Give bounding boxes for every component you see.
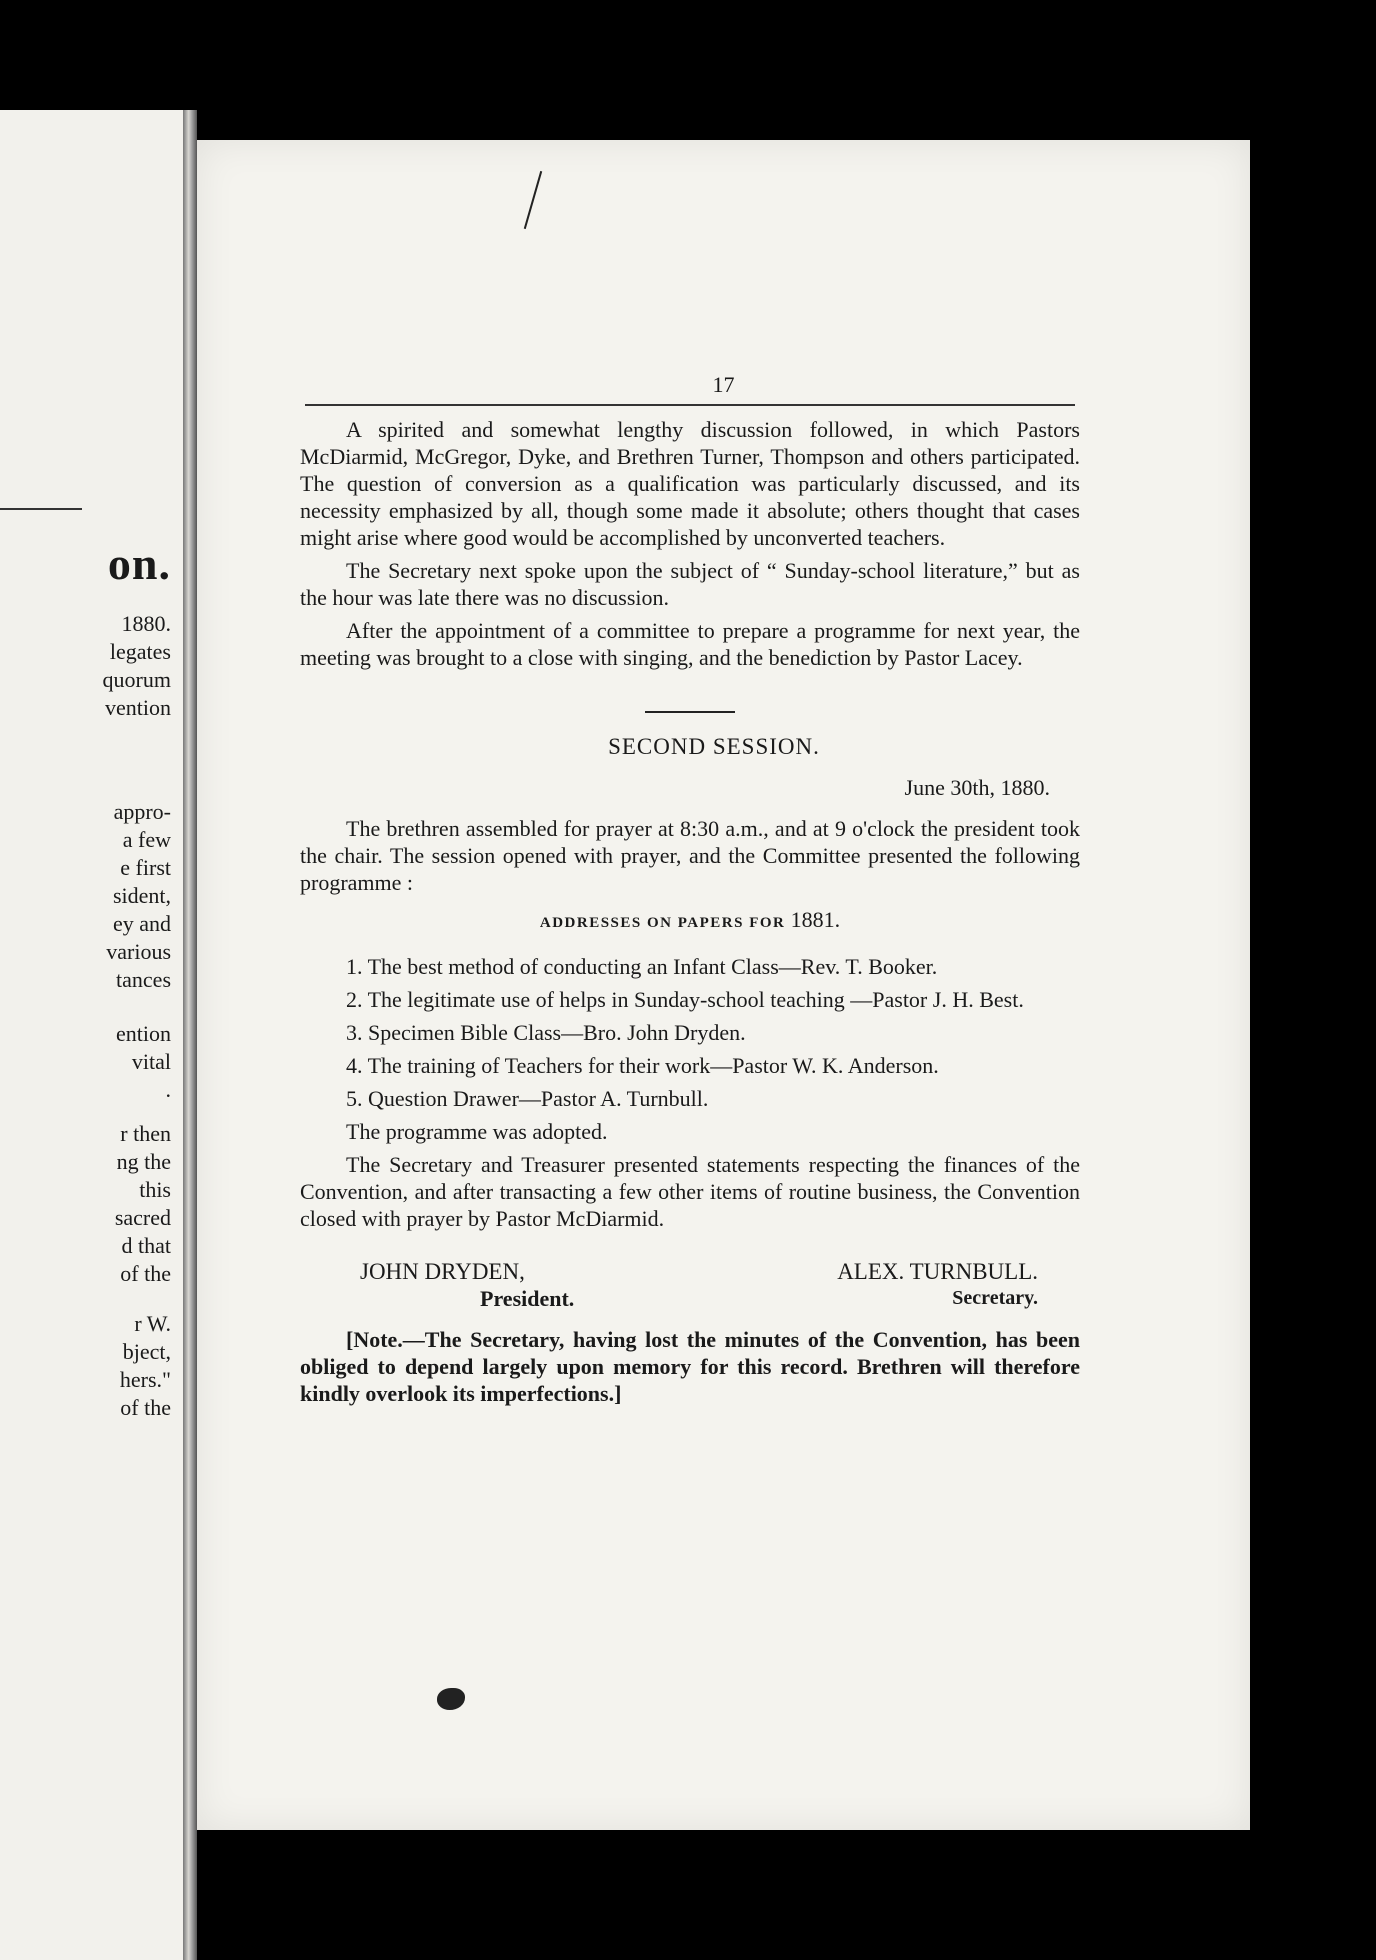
left-page-fragment: sident, [112,883,171,908]
programme-item: 5. Question Drawer—Pastor A. Turnbull. [346,1086,709,1111]
left-page-fragment: bject, [122,1339,171,1364]
ink-blot [437,1688,465,1710]
page-content [300,416,1080,1413]
book-gutter [183,110,197,1960]
left-page-fragment: legates [109,639,171,664]
page-number: 17 [712,372,735,397]
left-page-fragment: on. [107,538,171,589]
secretary-signature [837,1258,1038,1312]
left-page-fragment: 1880. [121,611,171,636]
programme-item: 3. Specimen Bible Class—Bro. John Dryden. [346,1020,746,1045]
president-name: JOHN DRYDEN, [360,1259,525,1284]
left-page-fragment: vital [131,1049,171,1074]
addresses-heading-year: 1881. [790,907,841,932]
left-page-fragment: r then [120,1121,171,1146]
session-date: June 30th, 1880. [904,775,1050,800]
left-page-fragment: sacred [114,1205,171,1230]
section-divider [645,711,735,713]
pencil-mark [524,171,542,229]
left-page-fragment: various [106,939,171,964]
paragraph: A spirited and somewhat lengthy discussion followed, in which Pastors McDiarmid, McGregor, Dyke, and Brethren Turner, Thompson and others participated. The question of conversion as a qualification was particularly discussed, and its necessity emphasized by all, though some made it absolute; others thought that cases might arise where good would be accomplished by unconverted teachers. [300,417,1080,550]
programme-item: 2. The legitimate use of helps in Sunday-school teaching —Pastor J. H. Best. [346,987,1024,1012]
left-page-fragment: d that [121,1233,171,1258]
programme-item: 4. The training of Teachers for their work—Pastor W. K. Anderson. [346,1053,939,1078]
paragraph: The Secretary next spoke upon the subject of “ Sunday-school literature,” but as the hour was late there was no discussion. [300,558,1080,610]
programme-item: 1. The best method of conducting an Infant Class—Rev. T. Booker. [346,954,938,979]
session-title: SECOND SESSION. [608,734,820,759]
left-page-fragment: hers." [119,1367,171,1392]
left-page [0,110,183,1960]
addresses-heading [300,906,1080,937]
left-page-fragment: ey and [112,911,171,936]
secretary-name: ALEX. TURNBULL. [837,1259,1038,1284]
left-page-fragment: ng the [116,1149,171,1174]
left-page-fragment: of the [120,1261,171,1286]
editorial-note: [Note.—The Secretary, having lost the minutes of the Convention, has been obliged to depend largely upon memory for this record. Brethren will therefore kindly overlook its imperfections.] [300,1327,1080,1406]
right-page [197,140,1250,1830]
president-signature [360,1258,574,1312]
secretary-role: Secretary. [952,1287,1038,1309]
header-rule [305,404,1075,406]
left-page-fragment: quorum [102,667,171,692]
addresses-heading-text: ADDRESSES ON PAPERS FOR [539,915,786,931]
left-page-fragment: ention [116,1021,171,1046]
left-page-fragment: of the [120,1395,171,1420]
left-page-fragment: this [139,1177,171,1202]
signatures [300,1258,1080,1320]
adopted-line: The programme was adopted. [346,1119,608,1144]
president-role: President. [480,1286,575,1311]
left-page-fragment: . [165,1077,171,1102]
left-page-rule [0,508,82,510]
left-page-fragment: a few [122,827,171,852]
paragraph: After the appointment of a committee to prepare a programme for next year, the meeting was brought to a close with singing, and the benediction by Pastor Lacey. [300,618,1080,670]
left-page-fragment: vention [105,695,171,720]
left-page-fragment: e first [120,855,171,880]
session-intro: The brethren assembled for prayer at 8:30 a.m., and at 9 o'clock the president took the chair. The session opened with prayer, and the Committee presented the following programme : [300,816,1080,895]
closing-paragraph: The Secretary and Treasurer presented statements respecting the finances of the Convention, and after transacting a few other items of routine business, the Convention closed with prayer by Pastor McDiarmid. [300,1152,1080,1231]
left-page-fragment: r W. [134,1311,171,1336]
left-page-fragment: tances [116,967,171,992]
left-page-fragment: appro- [113,799,171,824]
